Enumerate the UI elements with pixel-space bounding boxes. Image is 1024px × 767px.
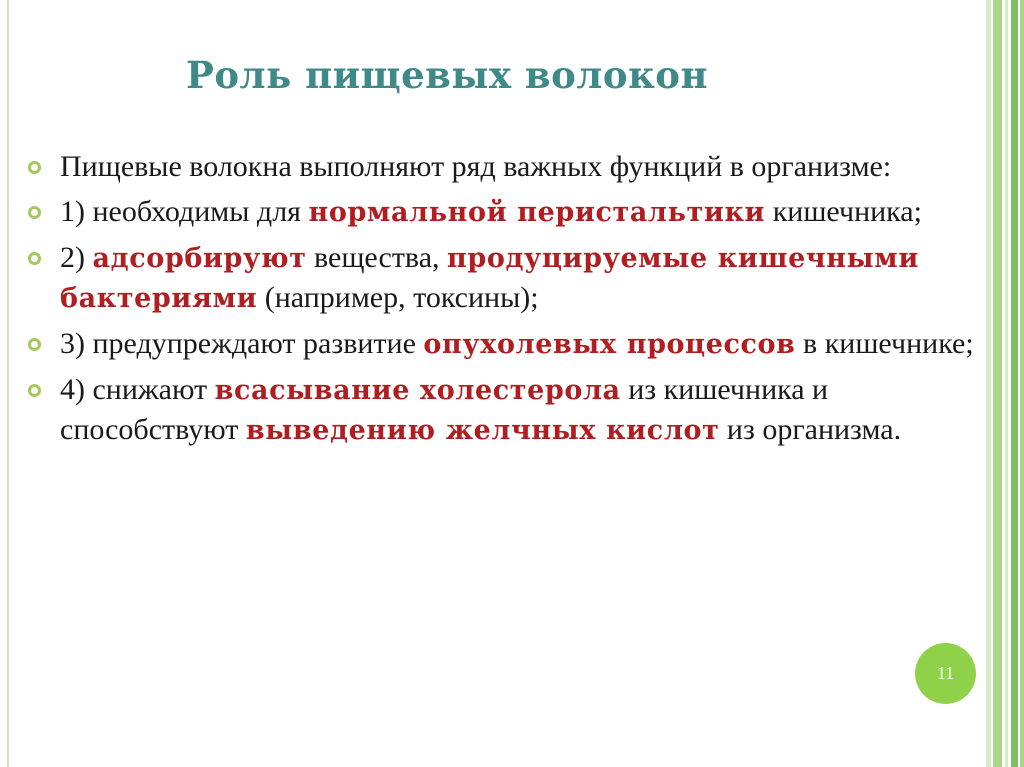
slide-title: Роль пищевых волокон — [186, 53, 709, 97]
bullet-text: 3) предупреждают развитие — [60, 327, 424, 360]
bullet-item — [26, 238, 991, 318]
right-stripe-3 — [1005, 0, 1008, 767]
bullet-item — [26, 370, 991, 450]
bullet-list — [26, 147, 991, 456]
bullet-item — [26, 147, 991, 186]
highlighted-text: адсорбируют — [92, 243, 307, 274]
highlighted-text: продуцируемые кишечными бактериями — [60, 243, 919, 314]
circle-bullet-icon — [28, 206, 41, 219]
circle-bullet-icon — [28, 161, 41, 174]
highlighted-text: опухолевых процессов — [423, 329, 796, 360]
highlighted-text: выведению желчных кислот — [245, 415, 720, 446]
circle-bullet-icon — [28, 338, 41, 351]
bullet-text: (например, токсины); — [257, 281, 539, 314]
right-stripe-2 — [993, 0, 1002, 767]
highlighted-text: всасывание холестерола — [214, 375, 621, 406]
bullet-item — [26, 192, 991, 232]
bullet-item — [26, 324, 991, 364]
bullet-text: 1) необходимы для — [60, 195, 309, 228]
right-stripe-4 — [1011, 0, 1018, 767]
bullet-text: 2) — [60, 241, 93, 274]
right-stripe-5 — [1020, 0, 1024, 767]
circle-bullet-icon — [28, 252, 41, 265]
bullet-text: кишечника; — [765, 195, 922, 228]
bullet-text: 4) снижают — [60, 373, 215, 406]
bullet-text: в кишечнике; — [795, 327, 974, 360]
bullet-text: вещества, — [306, 241, 448, 274]
bullet-text: Пищевые волокна выполняют ряд важных функций в организме: — [60, 150, 892, 183]
circle-bullet-icon — [28, 384, 41, 397]
left-border-line — [7, 0, 9, 767]
bullet-text: из кишечника и способствуют — [60, 373, 829, 446]
bullet-text: из организма. — [719, 413, 902, 446]
highlighted-text: нормальной перистальтики — [308, 197, 766, 228]
page-number-badge: 11 — [915, 643, 976, 704]
